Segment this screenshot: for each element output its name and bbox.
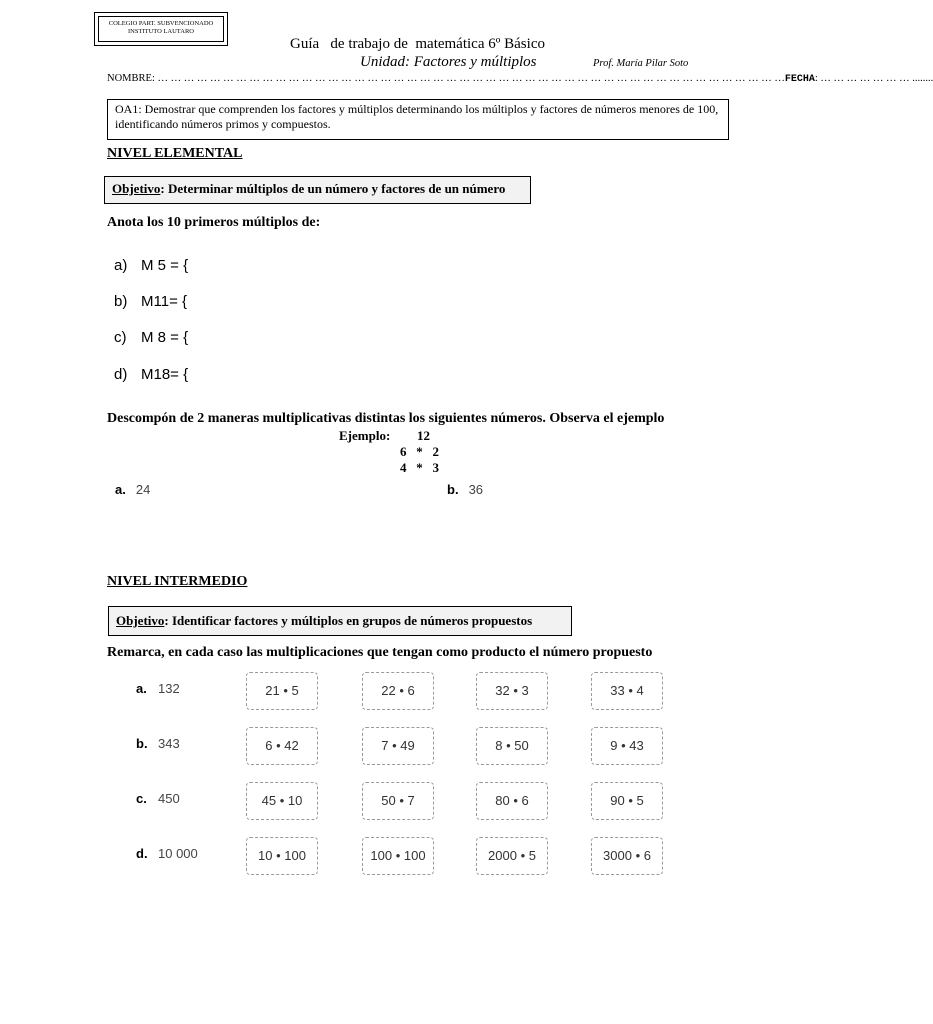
option-box[interactable]: 10 • 100 — [246, 837, 318, 875]
example-line-2: 4 * 3 — [400, 460, 439, 475]
elemental-heading: NIVEL ELEMENTAL — [107, 146, 243, 161]
multiple-item[interactable] — [114, 257, 188, 274]
item-letter: c. — [136, 791, 147, 806]
intermedio-objective-box — [108, 606, 572, 636]
guide-title: Guía de trabajo de matemática 6º Básico — [290, 36, 545, 52]
name-field[interactable]: : … … … … … … … … … … … … … … … … … … … … … … … … … … … … … … … … … … … … … … … … … … … … … … … … — [151, 73, 785, 84]
objective-text: : Determinar múltiplos de un número y factores de un número — [160, 181, 506, 196]
option-box[interactable]: 33 • 4 — [591, 672, 663, 710]
decompose-item-a[interactable] — [115, 482, 150, 497]
remark-instruction: Remarca, en cada caso las multiplicaciones que tengan como producto el número propuesto — [107, 645, 653, 660]
problem-number: 343 — [158, 736, 180, 751]
problem-label — [136, 846, 198, 861]
example-label: Ejemplo: — [339, 428, 391, 443]
problem-label — [136, 791, 180, 806]
option-box[interactable]: 80 • 6 — [476, 782, 548, 820]
name-label: NOMBRE — [107, 73, 152, 84]
date-label: FECHA — [784, 74, 815, 85]
item-letter: b. — [447, 482, 459, 497]
name-date-line — [107, 73, 933, 85]
multiple-item[interactable] — [114, 329, 188, 346]
problem-label — [136, 681, 180, 696]
date-field[interactable]: : … … … … … … … ........ — [814, 73, 933, 84]
learning-objective-box — [107, 99, 729, 140]
problem-label — [136, 736, 180, 751]
item-letter: a. — [136, 681, 147, 696]
objective-text: : Identificar factores y múltiplos en grupos de números propuestos — [164, 613, 533, 628]
option-box[interactable]: 21 • 5 — [246, 672, 318, 710]
example-number: 12 — [417, 428, 430, 443]
multiple-item[interactable] — [114, 366, 188, 383]
problem-number: 450 — [158, 791, 180, 806]
option-box[interactable]: 3000 • 6 — [591, 837, 663, 875]
option-box[interactable]: 6 • 42 — [246, 727, 318, 765]
option-box[interactable]: 90 • 5 — [591, 782, 663, 820]
option-box[interactable]: 32 • 3 — [476, 672, 548, 710]
school-name — [98, 16, 224, 42]
multiple-expression: M 8 = { — [141, 329, 189, 346]
decompose-item-b[interactable] — [447, 482, 483, 497]
multiple-expression: M18= { — [141, 366, 189, 383]
learning-objective-text: OA1: Demostrar que comprenden los factores y múltiplos determinando los múltiplos y factores de números menores de 100, identificando números primos y compuestos. — [115, 102, 719, 131]
unit-title: Unidad: Factores y múltiplos — [360, 54, 537, 70]
school-line-2: INSTITUTO LAUTARO — [128, 28, 194, 35]
option-box[interactable]: 7 • 49 — [362, 727, 434, 765]
option-box[interactable]: 8 • 50 — [476, 727, 548, 765]
item-letter: a) — [114, 257, 128, 274]
option-box[interactable]: 2000 • 5 — [476, 837, 548, 875]
item-value: 24 — [135, 482, 151, 497]
teacher-name: Prof. María Pilar Soto — [593, 58, 689, 69]
option-box[interactable]: 45 • 10 — [246, 782, 318, 820]
item-letter: d. — [136, 846, 148, 861]
elemental-objective-box — [104, 176, 531, 204]
item-letter: d) — [114, 366, 128, 383]
school-line-1: COLEGIO PART. SUBVENCIONADO — [108, 20, 214, 27]
intermedio-heading: NIVEL INTERMEDIO — [107, 574, 248, 589]
option-box[interactable]: 50 • 7 — [362, 782, 434, 820]
problem-number: 132 — [158, 681, 180, 696]
item-value: 36 — [468, 482, 484, 497]
multiples-instruction: Anota los 10 primeros múltiplos de: — [107, 215, 321, 230]
option-box[interactable]: 100 • 100 — [362, 837, 434, 875]
option-box[interactable]: 22 • 6 — [362, 672, 434, 710]
multiple-item[interactable] — [114, 293, 187, 310]
item-letter: b. — [136, 736, 148, 751]
multiple-expression: M 5 = { — [141, 257, 189, 274]
multiple-expression: M11= { — [141, 293, 188, 310]
problem-number: 10 000 — [158, 846, 198, 861]
example-line-1: 6 * 2 — [400, 444, 439, 459]
decompose-instruction: Descompón de 2 maneras multiplicativas distintas los siguientes números. Observa el ejemplo — [107, 411, 665, 426]
item-letter: b) — [114, 293, 128, 310]
item-letter: c) — [114, 329, 127, 346]
school-logo-box — [94, 12, 228, 46]
option-box[interactable]: 9 • 43 — [591, 727, 663, 765]
objective-label: Objetivo — [112, 181, 161, 196]
item-letter: a. — [115, 482, 126, 497]
objective-label: Objetivo — [116, 613, 165, 628]
